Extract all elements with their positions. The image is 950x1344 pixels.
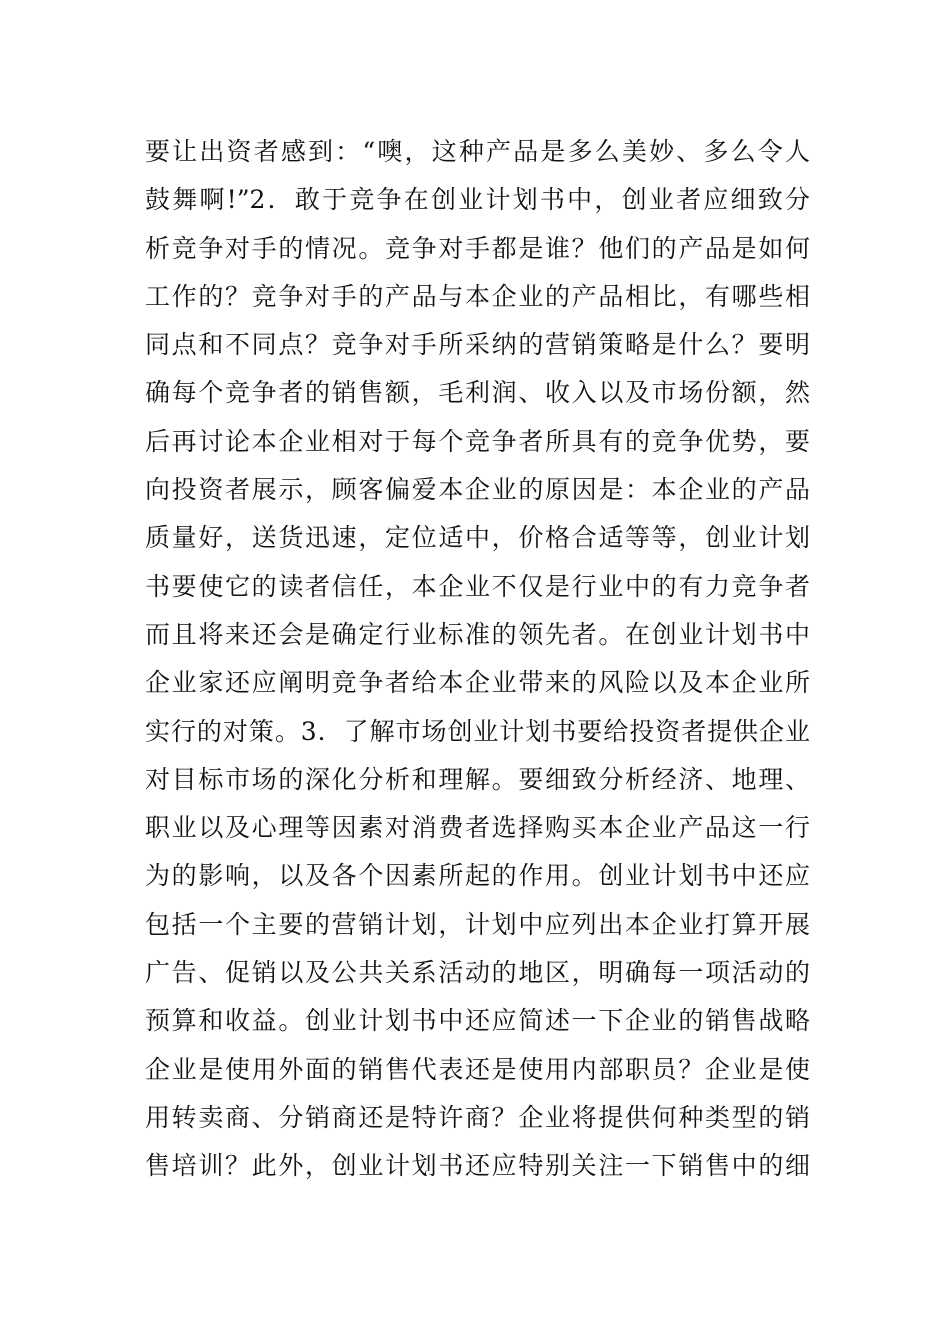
text-line: 包括一个主要的营销计划，计划中应列出本企业打算开展 (145, 909, 810, 939)
text-line: 实行的对策。3．了解市场创业计划书要给投资者提供企业 (145, 716, 810, 746)
text-line: 为的影响，以及各个因素所起的作用。创业计划书中还应 (145, 861, 810, 891)
text-line: 鼓舞啊!”2．敢于竞争在创业计划书中，创业者应细致分 (145, 185, 810, 215)
text-line: 书要使它的读者信任，本企业不仅是行业中的有力竞争者 (145, 571, 810, 601)
text-line: 售培训？此外，创业计划书还应特别关注一下销售中的细 (145, 1151, 810, 1181)
text-line: 而且将来还会是确定行业标准的领先者。在创业计划书中 (145, 619, 810, 649)
text-line: 确每个竞争者的销售额，毛利润、收入以及市场份额，然 (145, 378, 810, 408)
text-line: 工作的？竞争对手的产品与本企业的产品相比，有哪些相 (145, 281, 810, 311)
text-line: 企业家还应阐明竞争者给本企业带来的风险以及本企业所 (145, 668, 810, 698)
text-line: 用转卖商、分销商还是特许商？企业将提供何种类型的销 (145, 1102, 810, 1132)
text-line: 质量好，送货迅速，定位适中，价格合适等等，创业计划 (145, 523, 810, 553)
text-line: 企业是使用外面的销售代表还是使用内部职员？企业是使 (145, 1054, 810, 1084)
text-line: 同点和不同点？竞争对手所采纳的营销策略是什么？要明 (145, 330, 810, 360)
text-line: 后再讨论本企业相对于每个竞争者所具有的竞争优势，要 (145, 426, 810, 456)
text-line: 预算和收益。创业计划书中还应简述一下企业的销售战略 (145, 1006, 810, 1036)
text-line: 向投资者展示，顾客偏爱本企业的原因是：本企业的产品 (145, 475, 810, 505)
text-line: 广告、促销以及公共关系活动的地区，明确每一项活动的 (145, 958, 810, 988)
text-line: 职业以及心理等因素对消费者选择购买本企业产品这一行 (145, 813, 810, 843)
body-text (145, 128, 810, 1191)
text-line: 析竞争对手的情况。竞争对手都是谁？他们的产品是如何 (145, 233, 810, 263)
text-line: 对目标市场的深化分析和理解。要细致分析经济、地理、 (145, 764, 810, 794)
text-line: 要让出资者感到：“噢，这种产品是多么美妙、多么令人 (145, 137, 810, 166)
